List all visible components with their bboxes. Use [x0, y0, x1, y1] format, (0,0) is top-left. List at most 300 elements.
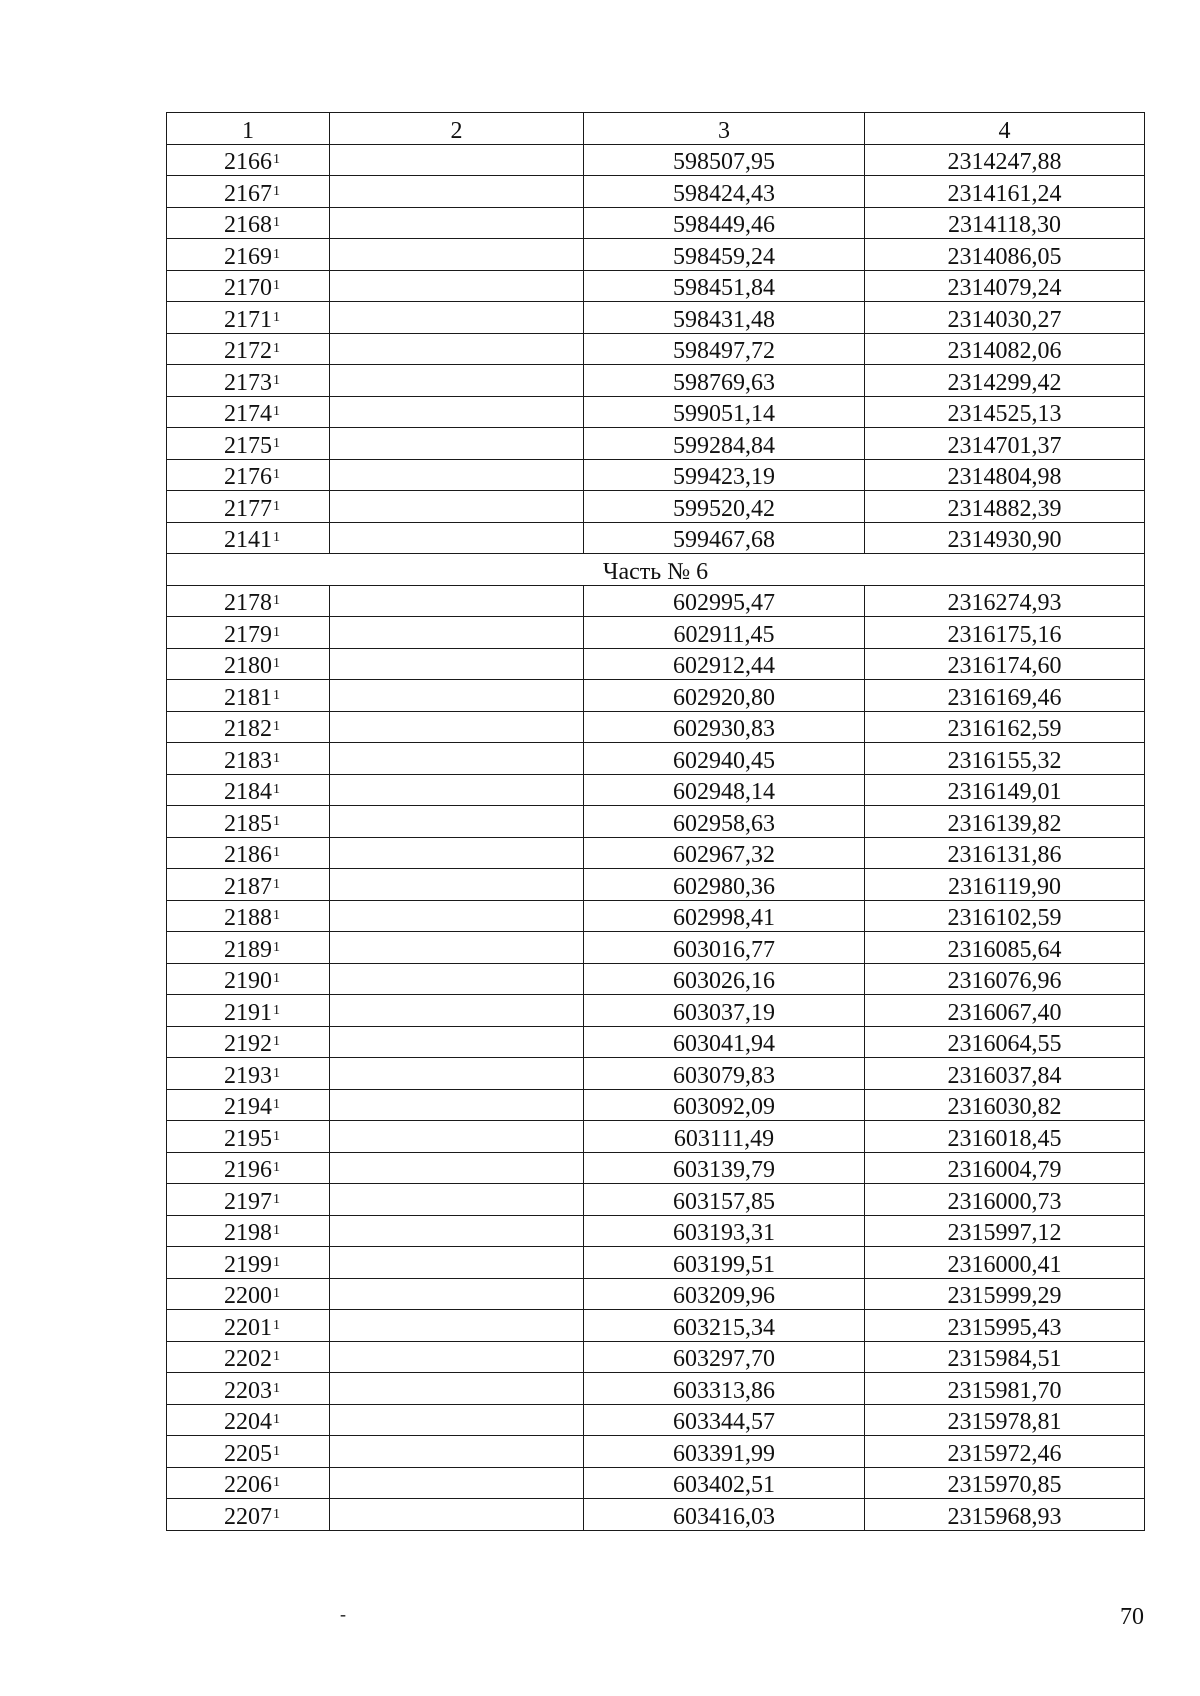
point-number-cell	[167, 1436, 330, 1468]
point-number-superscript: 1	[273, 278, 280, 293]
point-number: 2169	[224, 243, 272, 270]
column-2-cell	[330, 932, 584, 964]
point-number-cell	[167, 270, 330, 302]
point-number: 2183	[224, 747, 272, 774]
x-coordinate-cell: 603199,51	[584, 1247, 865, 1279]
x-coordinate-cell: 603016,77	[584, 932, 865, 964]
table-row	[167, 743, 1145, 775]
table-row	[167, 1089, 1145, 1121]
point-number-superscript: 1	[273, 1443, 280, 1459]
column-2-cell	[330, 396, 584, 428]
table-row	[167, 396, 1145, 428]
point-number: 2188	[224, 905, 272, 931]
table-row	[167, 270, 1145, 302]
point-number-superscript: 1	[273, 813, 280, 829]
point-number-cell	[167, 1310, 330, 1342]
point-number-superscript: 1	[273, 750, 280, 766]
point-number-cell	[167, 1341, 330, 1373]
x-coordinate-cell: 602911,45	[584, 617, 865, 649]
point-number-superscript: 1	[273, 498, 280, 514]
point-number-cell	[167, 774, 330, 806]
column-2-cell	[330, 869, 584, 901]
y-coordinate-cell: 2316000,73	[865, 1184, 1145, 1216]
table-row	[167, 1058, 1145, 1090]
header-cell-1: 1	[167, 113, 330, 145]
table-row	[167, 900, 1145, 932]
point-number: 2198	[224, 1220, 272, 1246]
column-2-cell	[330, 648, 584, 680]
point-number-cell	[167, 1026, 330, 1058]
point-number: 2206	[224, 1472, 272, 1498]
point-number-superscript: 1	[273, 1065, 280, 1081]
table-row	[167, 1247, 1145, 1279]
point-number-superscript: 1	[273, 719, 280, 734]
y-coordinate-cell: 2316162,59	[865, 711, 1145, 743]
point-number-superscript: 1	[273, 845, 280, 860]
point-number-superscript: 1	[273, 1317, 280, 1333]
point-number-cell	[167, 365, 330, 397]
point-number-cell	[167, 963, 330, 995]
footer-dash: -	[340, 1604, 346, 1624]
column-2-cell	[330, 1373, 584, 1405]
point-number-cell	[167, 1373, 330, 1405]
x-coordinate-cell: 603157,85	[584, 1184, 865, 1216]
header-cell-2: 2	[330, 113, 584, 145]
table-row	[167, 711, 1145, 743]
x-coordinate-cell: 602998,41	[584, 900, 865, 932]
table-row	[167, 1278, 1145, 1310]
y-coordinate-cell: 2314079,24	[865, 270, 1145, 302]
point-number: 2179	[224, 621, 272, 648]
header-cell-4: 4	[865, 113, 1145, 145]
x-coordinate-cell: 603041,94	[584, 1026, 865, 1058]
table-header-row	[167, 113, 1145, 145]
table-body	[167, 113, 1145, 1531]
point-number-superscript: 1	[273, 971, 280, 986]
y-coordinate-cell: 2316139,82	[865, 806, 1145, 838]
y-coordinate-cell: 2315968,93	[865, 1499, 1145, 1531]
table-row	[167, 1404, 1145, 1436]
y-coordinate-cell: 2314086,05	[865, 239, 1145, 271]
point-number: 2197	[224, 1188, 272, 1215]
point-number: 2199	[224, 1251, 272, 1278]
point-number-superscript: 1	[273, 908, 280, 923]
table-row	[167, 1341, 1145, 1373]
y-coordinate-cell: 2314525,13	[865, 396, 1145, 428]
point-number-cell	[167, 869, 330, 901]
y-coordinate-cell: 2316102,59	[865, 900, 1145, 932]
y-coordinate-cell: 2316274,93	[865, 585, 1145, 617]
y-coordinate-cell: 2316067,40	[865, 995, 1145, 1027]
point-number-cell	[167, 1152, 330, 1184]
y-coordinate-cell: 2315972,46	[865, 1436, 1145, 1468]
point-number-cell	[167, 333, 330, 365]
point-number: 2168	[224, 212, 272, 238]
point-number: 2178	[224, 590, 272, 616]
y-coordinate-cell: 2314299,42	[865, 365, 1145, 397]
point-number-superscript: 1	[273, 1286, 280, 1301]
table-row	[167, 617, 1145, 649]
column-2-cell	[330, 585, 584, 617]
table-row	[167, 680, 1145, 712]
point-number: 2186	[224, 842, 272, 868]
point-number-superscript: 1	[273, 876, 280, 892]
point-number: 2192	[224, 1031, 272, 1057]
point-number-superscript: 1	[273, 1128, 280, 1144]
point-number-superscript: 1	[273, 152, 280, 167]
point-number: 2190	[224, 968, 272, 994]
table-row	[167, 648, 1145, 680]
y-coordinate-cell: 2316174,60	[865, 648, 1145, 680]
x-coordinate-cell: 598459,24	[584, 239, 865, 271]
point-number-cell	[167, 1278, 330, 1310]
table-row	[167, 207, 1145, 239]
column-2-cell	[330, 1499, 584, 1531]
table-row	[167, 1026, 1145, 1058]
point-number-cell	[167, 396, 330, 428]
x-coordinate-cell: 598769,63	[584, 365, 865, 397]
x-coordinate-cell: 603092,09	[584, 1089, 865, 1121]
column-2-cell	[330, 1467, 584, 1499]
point-number: 2194	[224, 1094, 272, 1120]
point-number-cell	[167, 806, 330, 838]
table-row	[167, 522, 1145, 554]
y-coordinate-cell: 2316169,46	[865, 680, 1145, 712]
table-row	[167, 1499, 1145, 1531]
column-2-cell	[330, 1278, 584, 1310]
point-number-cell	[167, 1184, 330, 1216]
column-2-cell	[330, 900, 584, 932]
point-number: 2193	[224, 1062, 272, 1089]
point-number: 2170	[224, 275, 272, 301]
point-number-cell	[167, 176, 330, 208]
point-number-superscript: 1	[273, 593, 280, 608]
y-coordinate-cell: 2315970,85	[865, 1467, 1145, 1499]
point-number: 2191	[224, 999, 272, 1026]
y-coordinate-cell: 2316119,90	[865, 869, 1145, 901]
point-number: 2172	[224, 338, 272, 364]
x-coordinate-cell: 603215,34	[584, 1310, 865, 1342]
table-row	[167, 239, 1145, 271]
point-number-superscript: 1	[273, 687, 280, 703]
y-coordinate-cell: 2316076,96	[865, 963, 1145, 995]
table-row	[167, 774, 1145, 806]
point-number-superscript: 1	[273, 341, 280, 356]
point-number-cell	[167, 743, 330, 775]
y-coordinate-cell: 2314030,27	[865, 302, 1145, 334]
y-coordinate-cell: 2314161,24	[865, 176, 1145, 208]
point-number-cell	[167, 491, 330, 523]
column-2-cell	[330, 1341, 584, 1373]
point-number: 2182	[224, 716, 272, 742]
point-number-superscript: 1	[273, 1097, 280, 1112]
table-row	[167, 1436, 1145, 1468]
table-row	[167, 995, 1145, 1027]
column-2-cell	[330, 491, 584, 523]
column-2-cell	[330, 1026, 584, 1058]
x-coordinate-cell: 603037,19	[584, 995, 865, 1027]
point-number-superscript: 1	[273, 939, 280, 955]
x-coordinate-cell: 603026,16	[584, 963, 865, 995]
point-number-superscript: 1	[273, 530, 280, 545]
point-number: 2189	[224, 936, 272, 963]
column-2-cell	[330, 365, 584, 397]
column-2-cell	[330, 144, 584, 176]
point-number-superscript: 1	[273, 1412, 280, 1427]
column-2-cell	[330, 239, 584, 271]
column-2-cell	[330, 428, 584, 460]
column-2-cell	[330, 1121, 584, 1153]
column-2-cell	[330, 459, 584, 491]
column-2-cell	[330, 617, 584, 649]
y-coordinate-cell: 2314082,06	[865, 333, 1145, 365]
x-coordinate-cell: 603344,57	[584, 1404, 865, 1436]
point-number-cell	[167, 995, 330, 1027]
point-number-superscript: 1	[273, 467, 280, 482]
point-number: 2177	[224, 495, 272, 522]
point-number: 2176	[224, 464, 272, 490]
x-coordinate-cell: 603297,70	[584, 1341, 865, 1373]
table-row	[167, 1152, 1145, 1184]
point-number: 2141	[224, 527, 272, 553]
table-row	[167, 837, 1145, 869]
y-coordinate-cell: 2316064,55	[865, 1026, 1145, 1058]
point-number-cell	[167, 1089, 330, 1121]
table-row	[167, 869, 1145, 901]
coordinates-table	[166, 112, 1145, 1531]
point-number-superscript: 1	[273, 1475, 280, 1490]
column-2-cell	[330, 302, 584, 334]
point-number: 2187	[224, 873, 272, 900]
column-2-cell	[330, 1310, 584, 1342]
y-coordinate-cell: 2314247,88	[865, 144, 1145, 176]
x-coordinate-cell: 598431,48	[584, 302, 865, 334]
point-number: 2195	[224, 1125, 272, 1152]
table-row	[167, 1184, 1145, 1216]
table-row	[167, 1215, 1145, 1247]
point-number: 2171	[224, 306, 272, 333]
point-number-superscript: 1	[273, 656, 280, 671]
x-coordinate-cell: 599051,14	[584, 396, 865, 428]
x-coordinate-cell: 603416,03	[584, 1499, 865, 1531]
point-number-cell	[167, 522, 330, 554]
y-coordinate-cell: 2314882,39	[865, 491, 1145, 523]
x-coordinate-cell: 602930,83	[584, 711, 865, 743]
column-2-cell	[330, 522, 584, 554]
point-number: 2201	[224, 1314, 272, 1341]
x-coordinate-cell: 603209,96	[584, 1278, 865, 1310]
y-coordinate-cell: 2315981,70	[865, 1373, 1145, 1405]
table-row	[167, 932, 1145, 964]
x-coordinate-cell: 602967,32	[584, 837, 865, 869]
point-number-cell	[167, 900, 330, 932]
x-coordinate-cell: 603391,99	[584, 1436, 865, 1468]
point-number-superscript: 1	[273, 246, 280, 262]
table-row	[167, 302, 1145, 334]
point-number-superscript: 1	[273, 1349, 280, 1364]
x-coordinate-cell: 598424,43	[584, 176, 865, 208]
column-2-cell	[330, 680, 584, 712]
point-number: 2175	[224, 432, 272, 459]
x-coordinate-cell: 603402,51	[584, 1467, 865, 1499]
point-number-cell	[167, 711, 330, 743]
x-coordinate-cell: 602995,47	[584, 585, 865, 617]
point-number-superscript: 1	[273, 215, 280, 230]
point-number: 2204	[224, 1409, 272, 1435]
point-number: 2202	[224, 1346, 272, 1372]
table-row	[167, 1373, 1145, 1405]
point-number-superscript: 1	[273, 1223, 280, 1238]
point-number-cell	[167, 1058, 330, 1090]
x-coordinate-cell: 602980,36	[584, 869, 865, 901]
table-row	[167, 459, 1145, 491]
point-number-superscript: 1	[273, 183, 280, 199]
column-2-cell	[330, 270, 584, 302]
y-coordinate-cell: 2315999,29	[865, 1278, 1145, 1310]
table-row	[167, 176, 1145, 208]
table-row	[167, 365, 1145, 397]
y-coordinate-cell: 2314930,90	[865, 522, 1145, 554]
point-number-cell	[167, 207, 330, 239]
column-2-cell	[330, 1152, 584, 1184]
column-2-cell	[330, 743, 584, 775]
y-coordinate-cell: 2316155,32	[865, 743, 1145, 775]
x-coordinate-cell: 602940,45	[584, 743, 865, 775]
column-2-cell	[330, 995, 584, 1027]
y-coordinate-cell: 2316000,41	[865, 1247, 1145, 1279]
y-coordinate-cell: 2314804,98	[865, 459, 1145, 491]
x-coordinate-cell: 603139,79	[584, 1152, 865, 1184]
point-number-superscript: 1	[273, 1506, 280, 1522]
point-number-superscript: 1	[273, 1160, 280, 1175]
point-number: 2196	[224, 1157, 272, 1183]
point-number-cell	[167, 617, 330, 649]
point-number-cell	[167, 1499, 330, 1531]
point-number-superscript: 1	[273, 782, 280, 797]
x-coordinate-cell: 603079,83	[584, 1058, 865, 1090]
point-number-superscript: 1	[273, 372, 280, 388]
point-number-superscript: 1	[273, 1191, 280, 1207]
x-coordinate-cell: 602912,44	[584, 648, 865, 680]
table-row	[167, 1121, 1145, 1153]
point-number-superscript: 1	[273, 1380, 280, 1396]
point-number-cell	[167, 1247, 330, 1279]
y-coordinate-cell: 2316131,86	[865, 837, 1145, 869]
point-number-cell	[167, 680, 330, 712]
y-coordinate-cell: 2316004,79	[865, 1152, 1145, 1184]
x-coordinate-cell: 599423,19	[584, 459, 865, 491]
column-2-cell	[330, 837, 584, 869]
section-row	[167, 554, 1145, 586]
table-row	[167, 963, 1145, 995]
x-coordinate-cell: 598497,72	[584, 333, 865, 365]
column-2-cell	[330, 711, 584, 743]
point-number-cell	[167, 302, 330, 334]
y-coordinate-cell: 2315997,12	[865, 1215, 1145, 1247]
column-2-cell	[330, 1184, 584, 1216]
point-number-superscript: 1	[273, 1002, 280, 1018]
point-number-cell	[167, 428, 330, 460]
point-number-cell	[167, 1467, 330, 1499]
x-coordinate-cell: 603313,86	[584, 1373, 865, 1405]
table-row	[167, 1467, 1145, 1499]
x-coordinate-cell: 602958,63	[584, 806, 865, 838]
column-2-cell	[330, 176, 584, 208]
column-2-cell	[330, 1436, 584, 1468]
point-number: 2203	[224, 1377, 272, 1404]
point-number: 2174	[224, 401, 272, 427]
point-number: 2184	[224, 779, 272, 805]
point-number: 2181	[224, 684, 272, 711]
point-number-superscript: 1	[273, 1034, 280, 1049]
x-coordinate-cell: 599467,68	[584, 522, 865, 554]
column-2-cell	[330, 963, 584, 995]
point-number-superscript: 1	[273, 624, 280, 640]
y-coordinate-cell: 2314118,30	[865, 207, 1145, 239]
point-number: 2205	[224, 1440, 272, 1467]
x-coordinate-cell: 599520,42	[584, 491, 865, 523]
y-coordinate-cell: 2316018,45	[865, 1121, 1145, 1153]
page-number: 70	[1120, 1604, 1144, 1630]
point-number-superscript: 1	[273, 1254, 280, 1270]
table-row	[167, 491, 1145, 523]
point-number: 2185	[224, 810, 272, 837]
point-number: 2200	[224, 1283, 272, 1309]
point-number: 2207	[224, 1503, 272, 1530]
point-number-cell	[167, 459, 330, 491]
x-coordinate-cell: 598451,84	[584, 270, 865, 302]
table-row	[167, 1310, 1145, 1342]
column-2-cell	[330, 1089, 584, 1121]
point-number-cell	[167, 932, 330, 964]
point-number-cell	[167, 1121, 330, 1153]
point-number-cell	[167, 1404, 330, 1436]
point-number-cell	[167, 1215, 330, 1247]
y-coordinate-cell: 2316175,16	[865, 617, 1145, 649]
point-number: 2167	[224, 180, 272, 207]
y-coordinate-cell: 2316037,84	[865, 1058, 1145, 1090]
point-number-superscript: 1	[273, 404, 280, 419]
column-2-cell	[330, 1215, 584, 1247]
x-coordinate-cell: 599284,84	[584, 428, 865, 460]
table-row	[167, 806, 1145, 838]
point-number-cell	[167, 837, 330, 869]
column-2-cell	[330, 1247, 584, 1279]
x-coordinate-cell: 598449,46	[584, 207, 865, 239]
point-number-cell	[167, 648, 330, 680]
column-2-cell	[330, 806, 584, 838]
point-number-superscript: 1	[273, 435, 280, 451]
y-coordinate-cell: 2315978,81	[865, 1404, 1145, 1436]
point-number: 2180	[224, 653, 272, 679]
table-row	[167, 144, 1145, 176]
x-coordinate-cell: 603193,31	[584, 1215, 865, 1247]
y-coordinate-cell: 2315995,43	[865, 1310, 1145, 1342]
y-coordinate-cell: 2316030,82	[865, 1089, 1145, 1121]
point-number: 2166	[224, 149, 272, 175]
point-number: 2173	[224, 369, 272, 396]
table-row	[167, 585, 1145, 617]
y-coordinate-cell: 2316085,64	[865, 932, 1145, 964]
y-coordinate-cell: 2316149,01	[865, 774, 1145, 806]
point-number-cell	[167, 585, 330, 617]
header-cell-3: 3	[584, 113, 865, 145]
column-2-cell	[330, 1058, 584, 1090]
x-coordinate-cell: 603111,49	[584, 1121, 865, 1153]
point-number-superscript: 1	[273, 309, 280, 325]
column-2-cell	[330, 774, 584, 806]
x-coordinate-cell: 598507,95	[584, 144, 865, 176]
